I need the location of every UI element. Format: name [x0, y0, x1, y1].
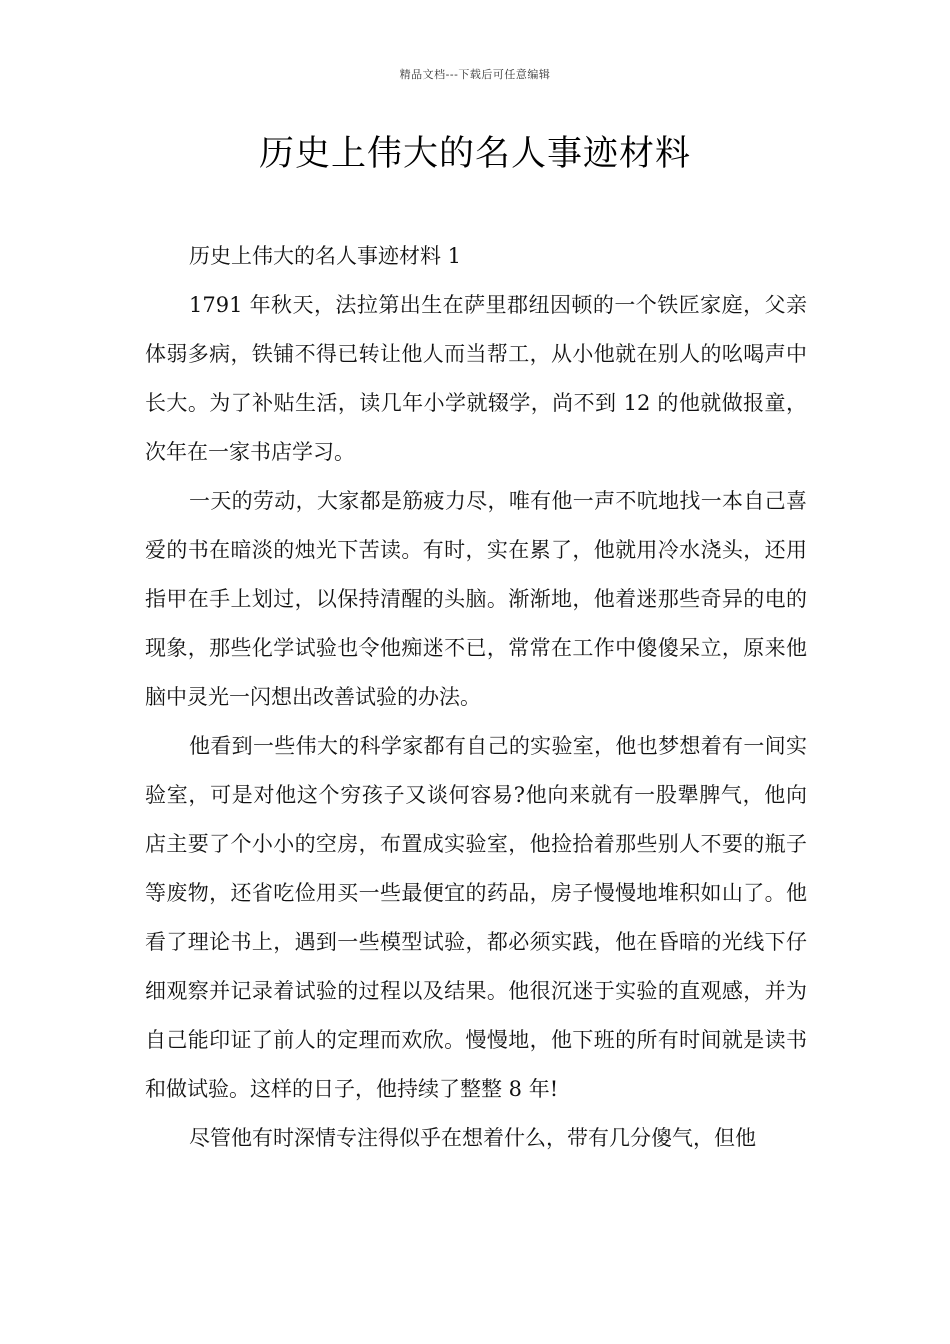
document-body	[145, 232, 807, 1163]
header-note: 精品文档---下载后可任意编辑	[399, 68, 551, 81]
section-heading: 历史上伟大的名人事迹材料 1	[189, 244, 462, 268]
paragraph-2: 一天的劳动，大家都是筋疲力尽，唯有他一声不吭地找一本自己喜爱的书在暗淡的烛光下苦读。有时，实在累了，他就用冷水浇头，还用指甲在手上划过，以保持清醒的头脑。渐渐地，他着迷那些奇异的电的现象，那些化学试验也令他痴迷不已，常常在工作中傻傻呆立，原来他脑中灵光一闪想出改善试验的办法。	[145, 489, 807, 709]
paragraph-3: 他看到一些伟大的科学家都有自己的实验室，他也梦想着有一间实验室，可是对他这个穷孩子又谈何容易?他向来就有一股犟脾气，他向店主要了个小小的空房，布置成实验室，他捡拾着那些别人不要的瓶子等废物，还省吃俭用买一些最便宜的药品，房子慢慢地堆积如山了。他看了理论书上，遇到一些模型试验，都必须实践，他在昏暗的光线下仔细观察并记录着试验的过程以及结果。他很沉迷于实验的直观感，并为自己能印证了前人的定理而欢欣。慢慢地，他下班的所有时间就是读书和做试验。这样的日子，他持续了整整 8 年!	[145, 734, 807, 1101]
document-title: 历史上伟大的名人事迹材料	[258, 134, 691, 174]
paragraph-4: 尽管他有时深情专注得似乎在想着什么，带有几分傻气，但他	[189, 1126, 756, 1150]
paragraph-1: 1791 年秋天，法拉第出生在萨里郡纽因顿的一个铁匠家庭，父亲体弱多病，铁铺不得已转让他人而当帮工，从小他就在别人的吆喝声中长大。为了补贴生活，读几年小学就辍学，尚不到 12 的他就做报童，次年在一家书店学习。	[145, 293, 807, 464]
